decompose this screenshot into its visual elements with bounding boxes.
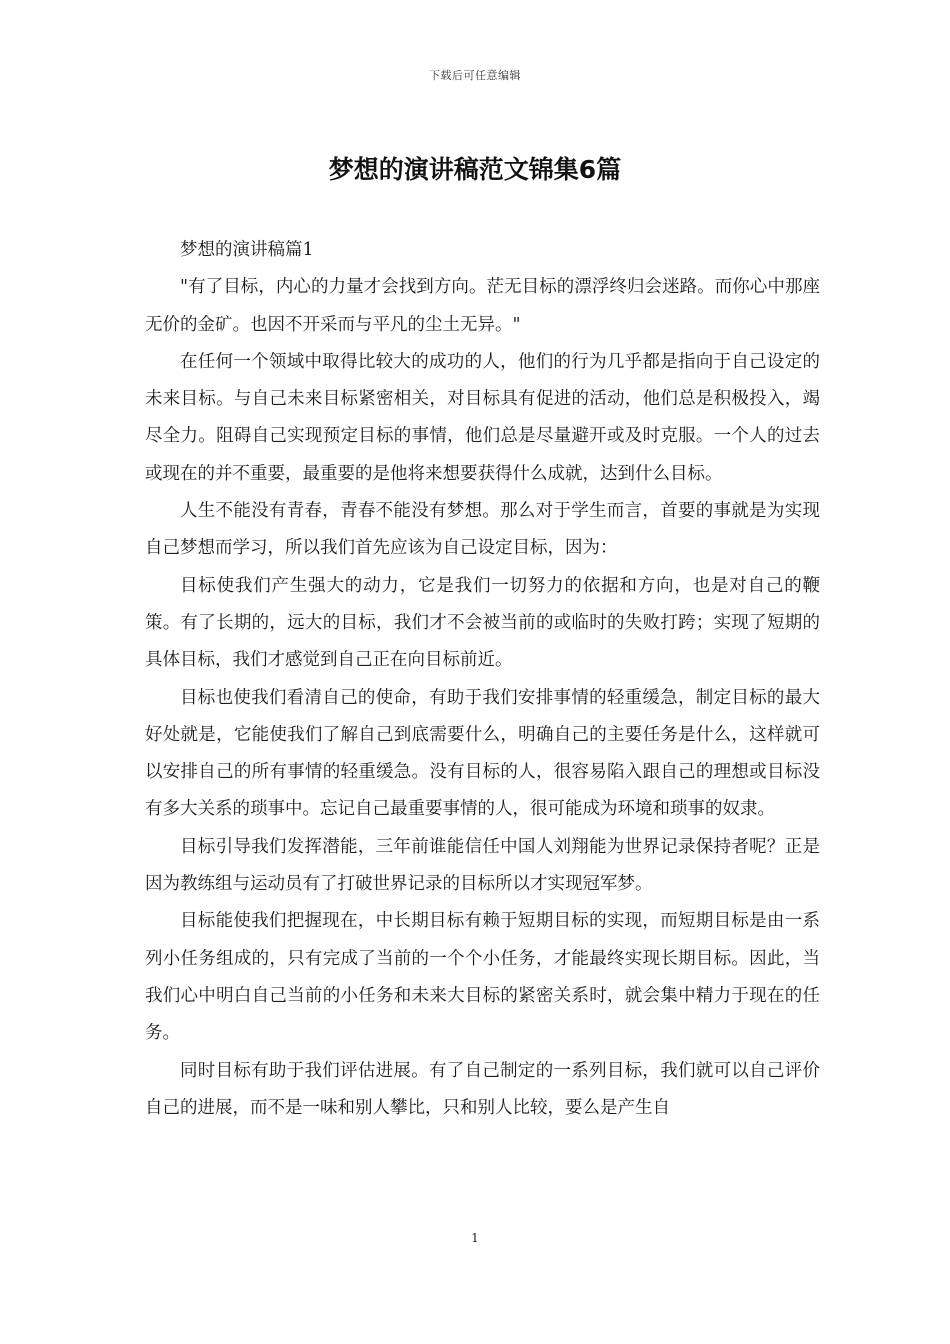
document-body: [145, 232, 820, 1127]
quote-paragraph: "有了目标，内心的力量才会找到方向。茫无目标的漂浮终归会迷路。而你心中那座无价的金矿。也因不开采而与平凡的尘土无异。": [145, 277, 820, 335]
page-number: 1: [471, 1231, 479, 1245]
body-paragraph: 目标引导我们发挥潜能，三年前谁能信任中国人刘翔能为世界记录保持者呢？正是因为教练组与运动员有了打破世界记录的目标所以才实现冠军梦。: [145, 836, 820, 895]
header-note: 下载后可任意编辑: [429, 69, 521, 82]
body-paragraph: 同时目标有助于我们评估进展。有了自己制定的一系列目标，我们就可以自己评价自己的进展，而不是一味和别人攀比，只和别人比较，要么是产生自: [145, 1060, 820, 1118]
body-paragraph: 人生不能没有青春，青春不能没有梦想。那么对于学生而言，首要的事就是为实现自己梦想而学习，所以我们首先应该为自己设定目标，因为：: [145, 501, 820, 559]
body-paragraph: 目标使我们产生强大的动力，它是我们一切努力的依据和方向，也是对自己的鞭策。有了长期的，远大的目标，我们才不会被当前的或临时的失败打跨；实现了短期的具体目标，我们才感觉到自己正在向目标前近。: [145, 575, 820, 671]
document-title: 梦想的演讲稿范文锦集6篇: [328, 155, 622, 184]
body-paragraph: 目标也使我们看清自己的使命，有助于我们安排事情的轻重缓急，制定目标的最大好处就是，它能使我们了解自己到底需要什么，明确自己的主要任务是什么，这样就可以安排自己的所有事情的轻重缓急。没有目标的人，很容易陷入跟自己的理想或目标没有多大关系的琐事中。忘记自己最重要事情的人，很可能成为环境和琐事的奴隶。: [145, 687, 820, 820]
body-paragraph: 在任何一个领域中取得比较大的成功的人，他们的行为几乎都是指向于自己设定的未来目标。与自己未来目标紧密相关，对目标具有促进的活动，他们总是积极投入，竭尽全力。阻碍自己实现预定目标的事情，他们总是尽量避开或及时克服。一个人的过去或现在的并不重要，最重要的是他将来想要获得什么成就，达到什么目标。: [145, 351, 820, 484]
section-heading: 梦想的演讲稿篇1: [180, 240, 314, 260]
body-paragraph: 目标能使我们把握现在，中长期目标有赖于短期目标的实现，而短期目标是由一系列小任务组成的，只有完成了当前的一个个小任务，才能最终实现长期目标。因此，当我们心中明白自己当前的小任务和未来大目标的紧密关系时，就会集中精力于现在的任务。: [145, 911, 820, 1044]
